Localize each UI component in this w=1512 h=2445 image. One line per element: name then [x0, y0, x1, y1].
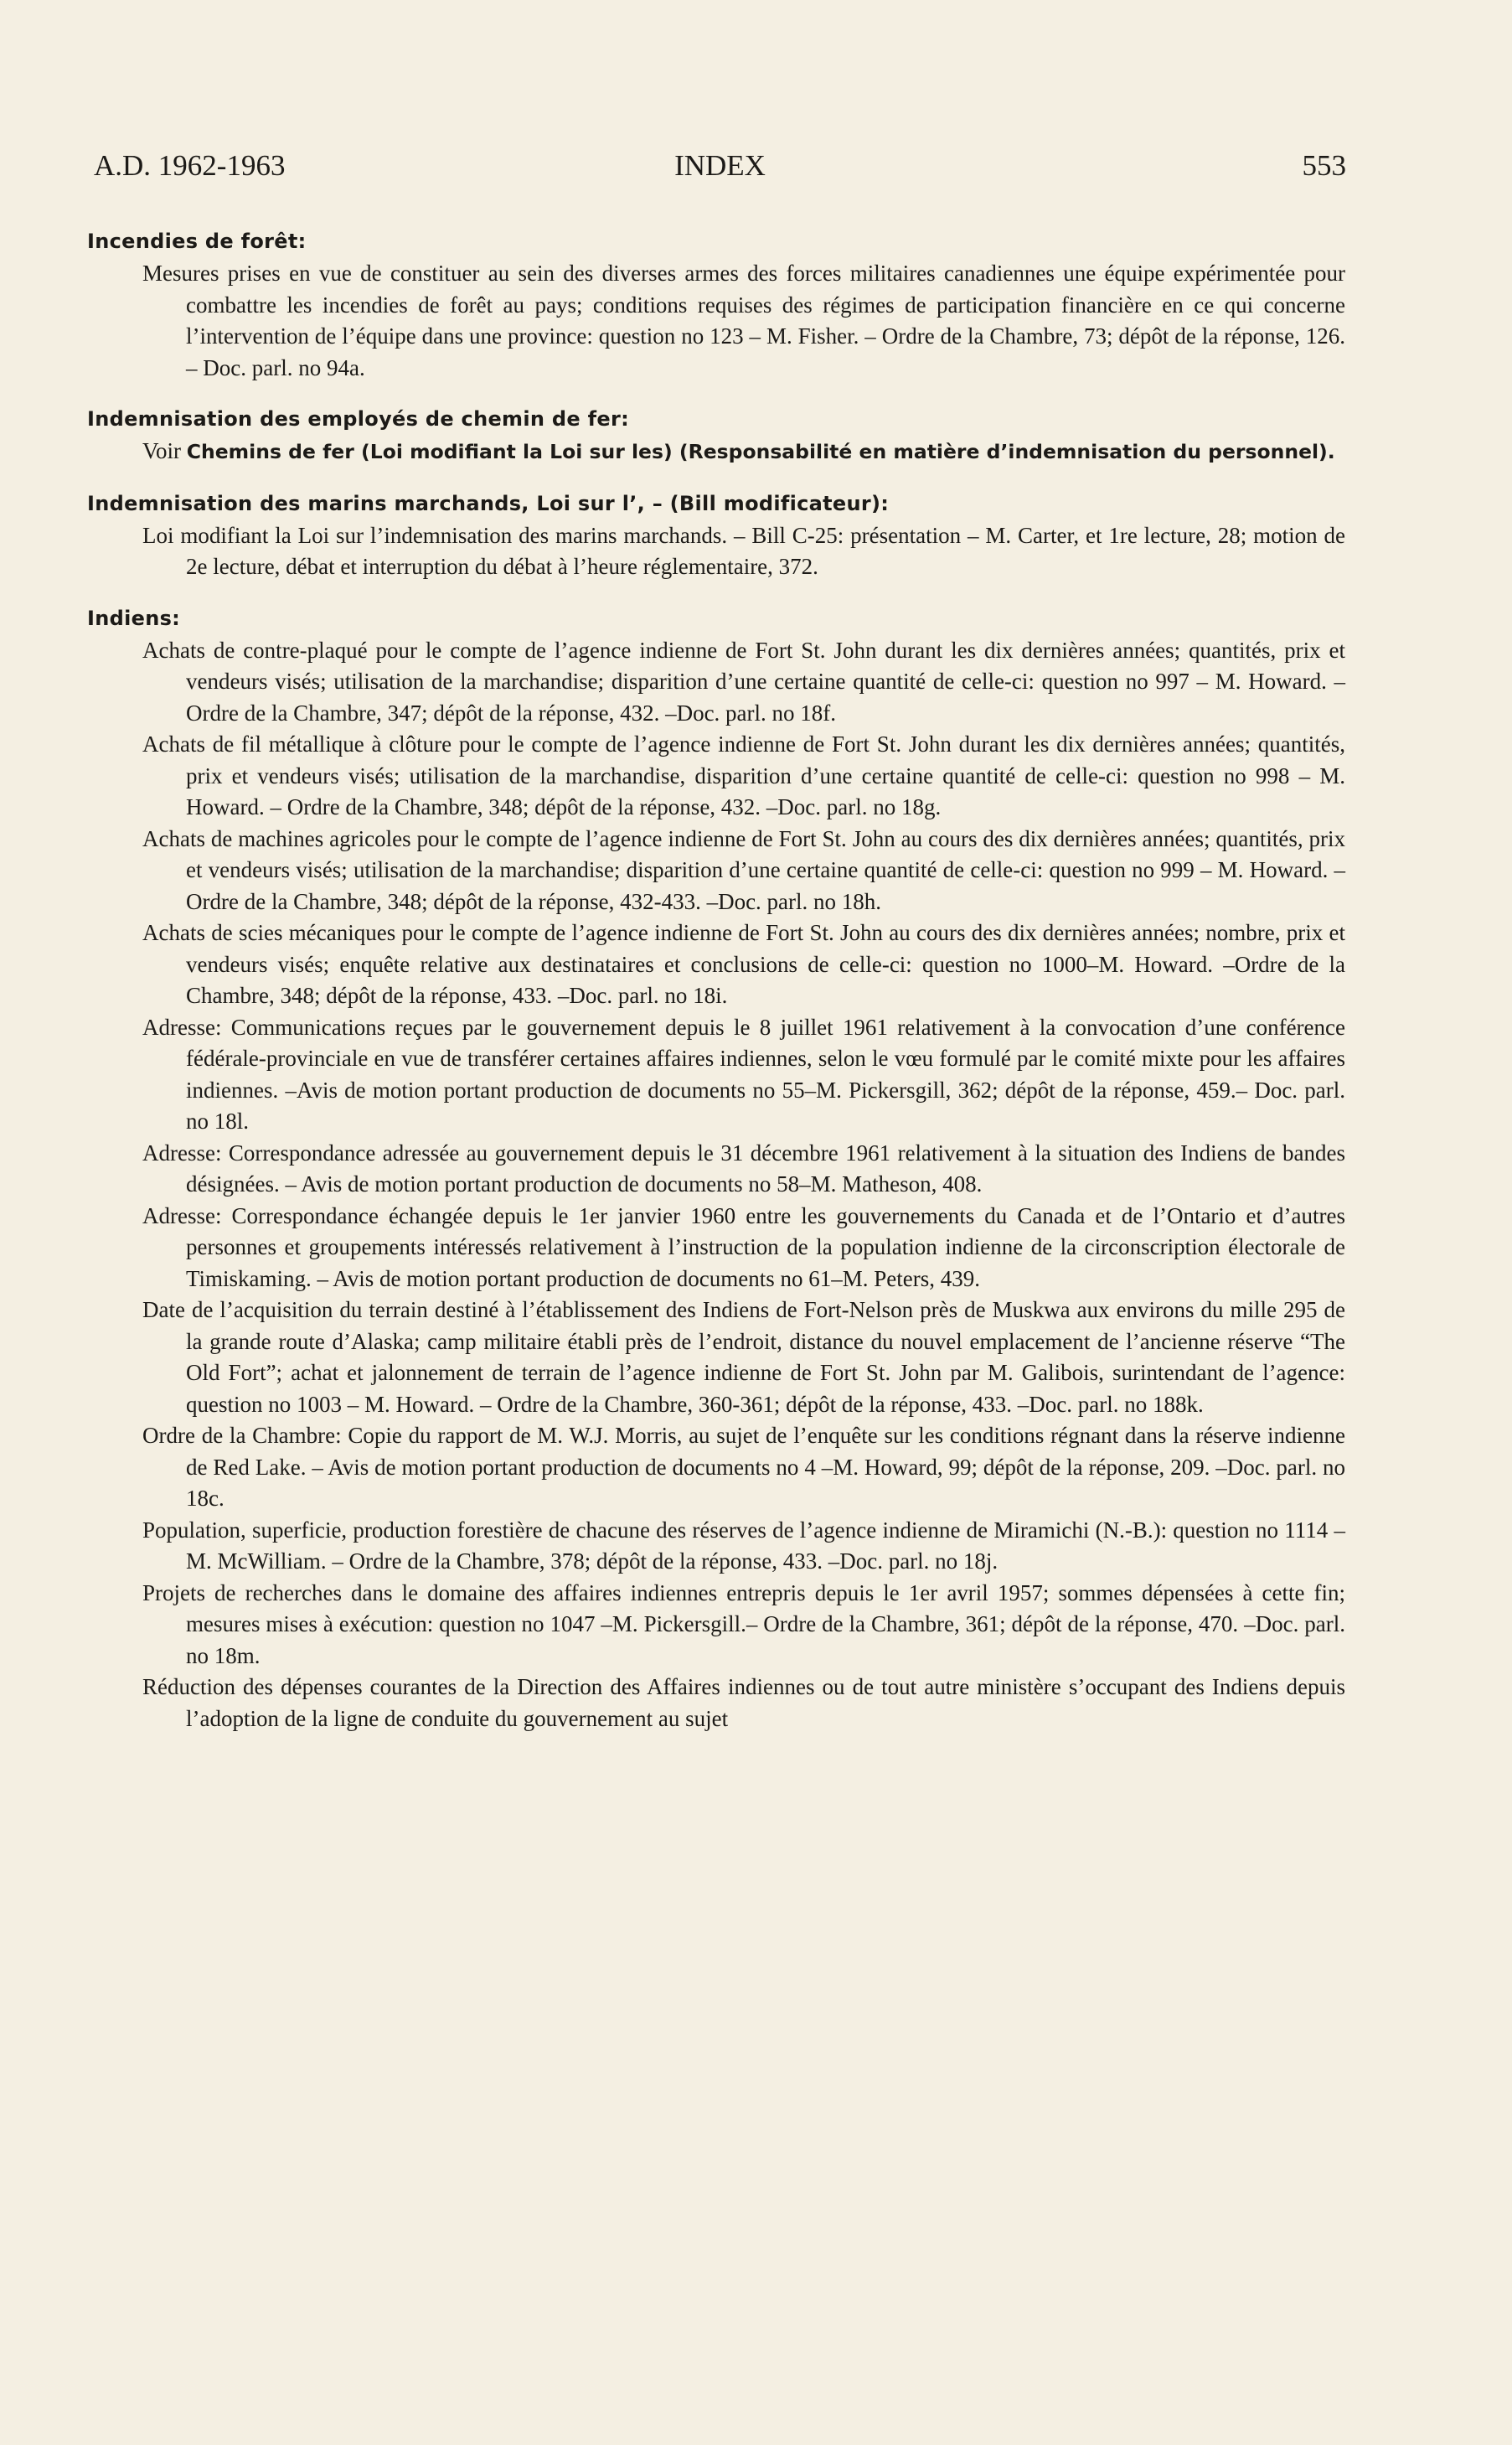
index-entry: Adresse: Correspondance échangée depuis le 1er janvier 1960 entre les gouvernements du Canada et de l’Ontario et d’autres personnes et groupements intéressés relativement à l’instruction de la population indienne de la circonscription électorale de Timiskaming. – Avis de motion portant production de documents no 61–M. Peters, 439.: [142, 1202, 1345, 1291]
index-section-indemnisation-employes: [87, 404, 1345, 468]
see-reference: [87, 436, 1345, 468]
index-entry: Achats de contre-plaqué pour le compte de l’agence indienne de Fort St. John durant les dix dernières années; quantités, prix et vendeurs visés; utilisation de la marchandise; disparition d’une certaine quantité de celle-ci: question no 997 – M. Howard. – Ordre de la Chambre, 347; dépôt de la réponse, 432. –Doc. parl. no 18f.: [142, 637, 1345, 726]
section-heading: Indemnisation des marins marchands, Loi sur l’, – (Bill modificateur):: [87, 491, 890, 515]
index-entry: Projets de recherches dans le domaine des affaires indiennes entrepris depuis le 1er avril 1957; sommes dépensées à cette fin; mesures mises à exécution: question no 1047 –M. Pickersgill.– Ordre de la Chambre, 361; dépôt de la réponse, 470. –Doc. parl. no 18m.: [142, 1579, 1345, 1668]
header-title: INDEX: [674, 149, 766, 182]
page-header: [94, 149, 1346, 191]
index-entry: Date de l’acquisition du terrain destiné à l’établissement des Indiens de Fort-Nelson près de Muskwa aux environs du mille 295 de la grande route d’Alaska; camp militaire établi près de l’endroit, distance du nouvel emplacement de l’ancienne réserve “The Old Fort”; achat et jalonnement de terrain de l’agence indienne de Fort St. John par M. Galibois, surintendant de l’agence: question no 1003 – M. Howard. – Ordre de la Chambre, 360-361; dépôt de la réponse, 433. –Doc. parl. no 188k.: [142, 1297, 1345, 1417]
index-section-indiens: [87, 603, 1345, 1735]
index-entry: Loi modifiant la Loi sur l’indemnisation des marins marchands. – Bill C-25: présentation – M. Carter, et 1re lecture, 28; motion de 2e lecture, débat et interruption du débat à l’heure réglementaire, 372.: [142, 522, 1345, 579]
section-heading: Incendies de forêt:: [87, 230, 307, 253]
section-heading: Indemnisation des employés de chemin de fer:: [87, 407, 629, 431]
page-number: 553: [1302, 149, 1346, 182]
index-entry: Achats de fil métallique à clôture pour le compte de l’agence indienne de Fort St. John durant les dix dernières années; quantités, prix et vendeurs visés; utilisation de la marchandise, disparition d’une certaine quantité de celle-ci: question no 998 – M. Howard. – Ordre de la Chambre, 348; dépôt de la réponse, 432. –Doc. parl. no 18g.: [142, 731, 1345, 819]
index-entry: Adresse: Correspondance adressée au gouvernement depuis le 31 décembre 1961 relativement à la situation des Indiens de bandes désignées. – Avis de motion portant production de documents no 58–M. Matheson, 408.: [142, 1140, 1345, 1197]
header-years: A.D. 1962-1963: [94, 149, 286, 182]
index-entry: Ordre de la Chambre: Copie du rapport de M. W.J. Morris, au sujet de l’enquête sur les conditions régnant dans la réserve indienne de Red Lake. – Avis de motion portant production de documents no 4 –M. Howard, 99; dépôt de la réponse, 209. –Doc. parl. no 18c.: [142, 1423, 1345, 1511]
index-entry: Mesures prises en vue de constituer au sein des diverses armes des forces militaires canadiennes une équipe expérimentée pour combattre les incendies de forêt au pays; conditions requises des régimes de participation financière en ce qui concerne l’intervention de l’équipe dans une province: question no 123 – M. Fisher. – Ordre de la Chambre, 73; dépôt de la réponse, 126. – Doc. parl. no 94a.: [142, 261, 1345, 380]
index-entry: Réduction des dépenses courantes de la Direction des Affaires indiennes ou de tout autre ministère s’occupant des Indiens depuis l’adoption de la ligne de conduite du gouvernement au sujet: [142, 1674, 1345, 1731]
section-heading: Indiens:: [87, 606, 181, 630]
index-section-indemnisation-marins: [87, 488, 1345, 583]
see-prefix: Voir: [142, 438, 187, 463]
index-entry: Achats de scies mécaniques pour le compte de l’agence indienne de Fort St. John au cours des dix dernières années; nombre, prix et vendeurs visés; enquête relative aux destinataires et conclusions de celle-ci: question no 1000–M. Howard. –Ordre de la Chambre, 348; dépôt de la réponse, 433. –Doc. parl. no 18i.: [142, 920, 1345, 1008]
index-entry: Adresse: Communications reçues par le gouvernement depuis le 8 juillet 1961 relativement à la convocation d’une conférence fédérale-provinciale en vue de transférer certaines affaires indiennes, selon le vœu formulé par le comité mixte pour les affaires indiennes. –Avis de motion portant production de documents no 55–M. Pickersgill, 362; dépôt de la réponse, 459.– Doc. parl. no 18l.: [142, 1014, 1345, 1134]
see-target: Chemins de fer (Loi modifiant la Loi sur les) (Responsabilité en matière d’indemnisation du personnel).: [186, 440, 1335, 463]
index-entry: Population, superficie, production forestière de chacune des réserves de l’agence indienne de Miramichi (N.-B.): question no 1114 – M. McWilliam. – Ordre de la Chambre, 378; dépôt de la réponse, 433. –Doc. parl. no 18j.: [142, 1517, 1345, 1574]
index-content: [87, 226, 1345, 1755]
index-section-incendies: [87, 226, 1345, 384]
index-entry: Achats de machines agricoles pour le compte de l’agence indienne de Fort St. John au cours des dix dernières années; quantités, prix et vendeurs visés; utilisation de la marchandise; disparition d’une certaine quantité de celle-ci: question no 999 – M. Howard. – Ordre de la Chambre, 348; dépôt de la réponse, 432-433. –Doc. parl. no 18h.: [142, 825, 1345, 914]
